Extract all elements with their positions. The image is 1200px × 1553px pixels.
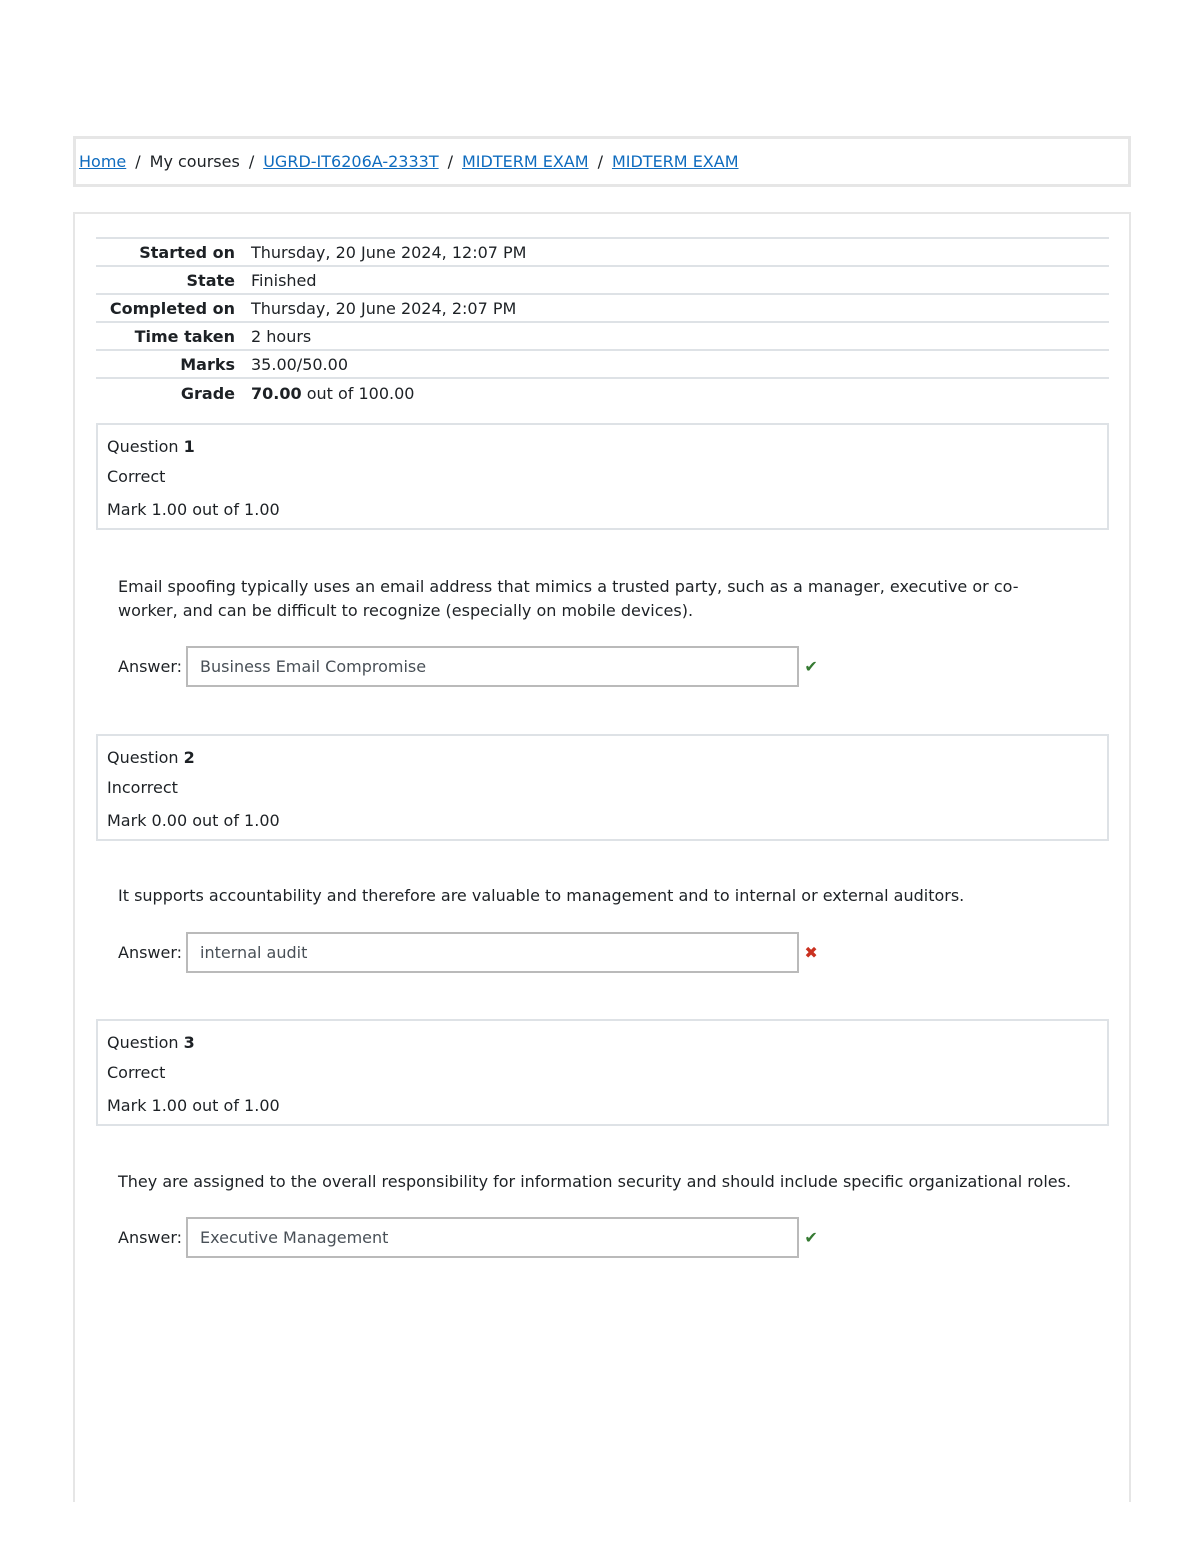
grade-suffix: out of 100.00 (301, 383, 415, 403)
breadcrumb-section-link[interactable]: MIDTERM EXAM (462, 152, 589, 171)
question-number (107, 435, 1098, 459)
question-word: Question (107, 748, 179, 767)
quiz-review-region (73, 212, 1131, 1502)
summary-value: Thursday, 20 June 2024, 12:07 PM (251, 242, 527, 262)
summary-row-started-on (96, 239, 1109, 267)
question-number (107, 1031, 1098, 1055)
summary-value: Finished (251, 270, 317, 290)
answer-row-2 (118, 932, 819, 973)
summary-value: 2 hours (251, 326, 312, 346)
question-text-3: They are assigned to the overall responsibility for information security and should include specific organizational roles. (118, 1172, 1072, 1191)
question-word: Question (107, 1033, 179, 1052)
question-state: Correct (107, 1063, 166, 1082)
answer-label: Answer: (118, 657, 183, 676)
question-grade: Mark 1.00 out of 1.00 (107, 1096, 280, 1115)
question-number-value: 1 (183, 437, 195, 456)
breadcrumb-my-courses: My courses (149, 152, 240, 171)
question-info-1 (96, 423, 1109, 530)
summary-row-grade (96, 379, 1109, 407)
question-grade: Mark 0.00 out of 1.00 (107, 811, 280, 830)
summary-label: Completed on (109, 298, 235, 318)
summary-label: Marks (180, 354, 235, 374)
summary-row-marks (96, 351, 1109, 379)
breadcrumb-separator: / (135, 152, 141, 171)
summary-label: Started on (139, 242, 235, 262)
question-text-1: Email spoofing typically uses an email address that mimics a trusted party, such as a manager, executive or co-worker, and can be difficult to recognize (especially on mobile devices). (118, 577, 1019, 620)
breadcrumb-separator: / (597, 152, 603, 171)
breadcrumb-separator: / (447, 152, 453, 171)
question-number (107, 746, 1098, 770)
attempt-summary-table (96, 237, 1109, 407)
summary-value (251, 384, 1109, 403)
answer-input[interactable]: internal audit (186, 932, 799, 973)
question-state: Correct (107, 467, 166, 486)
question-grade: Mark 1.00 out of 1.00 (107, 500, 280, 519)
answer-input[interactable]: Executive Management (186, 1217, 799, 1258)
check-icon: ✔ (804, 1228, 818, 1247)
question-info-3 (96, 1019, 1109, 1126)
summary-label: Grade (180, 383, 235, 403)
question-word: Question (107, 437, 179, 456)
breadcrumb-separator: / (248, 152, 255, 171)
breadcrumb-home-link[interactable]: Home (79, 152, 127, 171)
summary-value: 35.00/50.00 (251, 354, 348, 374)
question-state: Incorrect (107, 778, 178, 797)
question-number-value: 2 (183, 748, 195, 767)
answer-row-1 (118, 646, 819, 687)
breadcrumb (73, 136, 1131, 187)
summary-row-completed-on (96, 295, 1109, 323)
cross-icon: ✖ (804, 943, 818, 962)
grade-value: 70.00 (251, 383, 302, 403)
summary-row-time-taken (96, 323, 1109, 351)
summary-label: State (186, 270, 235, 290)
answer-row-3 (118, 1217, 819, 1258)
summary-value: Thursday, 20 June 2024, 2:07 PM (251, 298, 517, 318)
summary-row-state (96, 267, 1109, 295)
answer-label: Answer: (118, 1228, 183, 1247)
check-icon: ✔ (804, 657, 818, 676)
summary-label: Time taken (134, 326, 235, 346)
question-number-value: 3 (183, 1033, 195, 1052)
breadcrumb-quiz-link[interactable]: MIDTERM EXAM (611, 152, 739, 171)
answer-input[interactable]: Business Email Compromise (186, 646, 799, 687)
breadcrumb-course-link[interactable]: UGRD-IT6206A-2333T (263, 152, 439, 171)
answer-label: Answer: (118, 943, 183, 962)
question-text-2: It supports accountability and therefore are valuable to management and to internal or external auditors. (118, 886, 965, 905)
question-info-2 (96, 734, 1109, 841)
